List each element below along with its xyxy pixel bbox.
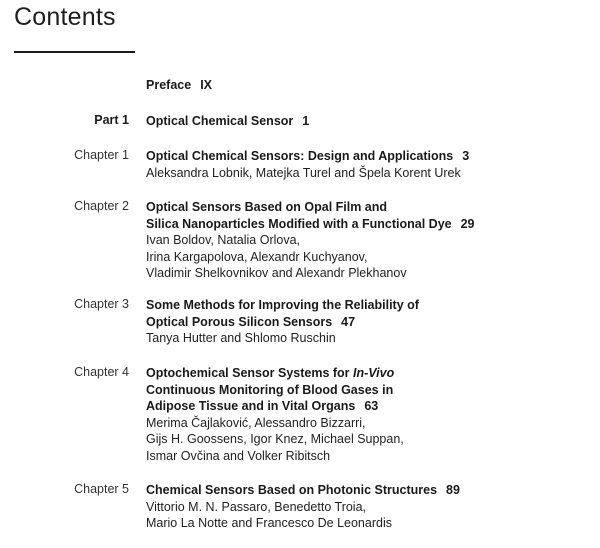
chapter-title-line[interactable]: Optical Sensors Based on Opal Film and	[146, 200, 388, 214]
chapter-title-text: Optochemical Sensor Systems for	[146, 366, 354, 380]
preface-title: Preface	[146, 78, 192, 92]
page-number: 3	[462, 149, 470, 163]
heading-underline	[14, 51, 135, 53]
chapter-authors: Merima Čajlaković, Alessandro Bizzarri,	[146, 415, 366, 430]
chapter-title-line[interactable]	[146, 482, 586, 499]
chapter-authors: Vladimir Shelkovnikov and Alexandr Plekhanov	[146, 266, 407, 280]
chapter-title-text: Chemical Sensors Based on Photonic Structures	[146, 483, 438, 497]
chapter-authors: Mario La Notte and Francesco De Leonardis	[146, 516, 392, 530]
chapter-authors: Irina Kargapolova, Alexandr Kuchyanov,	[146, 249, 368, 264]
page-number: 29	[460, 216, 475, 231]
chapter-title-line[interactable]	[146, 365, 586, 382]
part-label: Part 1	[94, 113, 129, 127]
chapter-label: Chapter 2	[74, 199, 129, 213]
chapter-title-line[interactable]: Continuous Monitoring of Blood Gases in	[146, 382, 394, 397]
chapter-authors: Aleksandra Lobnik, Matejka Turel and Špela Korent Urek	[146, 165, 461, 180]
chapter-authors: Tanya Hutter and Shlomo Ruschin	[146, 331, 336, 345]
page-number: 1	[302, 114, 310, 128]
chapter-label: Chapter 1	[74, 148, 129, 162]
chapter-label: Chapter 4	[74, 365, 129, 379]
chapter-title-text: Optical Chemical Sensors: Design and Applications	[146, 149, 454, 163]
chapter-title-text: Adipose Tissue and in Vital Organs	[146, 399, 356, 413]
chapter-title-line[interactable]	[146, 314, 586, 331]
chapter-title-italic: In-Vivo	[353, 366, 395, 380]
chapter-title-text: Optical Porous Silicon Sensors	[146, 314, 333, 329]
chapter-title-line[interactable]	[146, 398, 586, 415]
chapter-title-line[interactable]	[146, 216, 586, 233]
page-number: IX	[200, 78, 212, 92]
page-number: 63	[364, 399, 379, 413]
chapter-authors: Vittorio M. N. Passaro, Benedetto Troia,	[146, 499, 367, 514]
page-number: 47	[341, 314, 356, 329]
chapter-label: Chapter 5	[74, 482, 129, 496]
chapter-title-line[interactable]: Some Methods for Improving the Reliability of	[146, 298, 419, 312]
chapter-authors: Ivan Boldov, Natalia Orlova,	[146, 233, 301, 247]
chapter-authors: Ismar Ovčina and Volker Ribitsch	[146, 448, 331, 463]
chapter-title-text: Silica Nanoparticles Modified with a Functional Dye	[146, 216, 452, 231]
entry-title-line[interactable]	[146, 77, 586, 94]
page-number: 89	[446, 483, 460, 497]
chapter-title-line[interactable]	[146, 148, 586, 165]
page-heading: Contents	[14, 3, 116, 31]
chapter-authors: Gijs H. Goossens, Igor Knez, Michael Suppan,	[146, 432, 404, 446]
part-title: Optical Chemical Sensor	[146, 114, 294, 128]
entry-title-line[interactable]	[146, 113, 586, 130]
chapter-label: Chapter 3	[74, 297, 129, 311]
